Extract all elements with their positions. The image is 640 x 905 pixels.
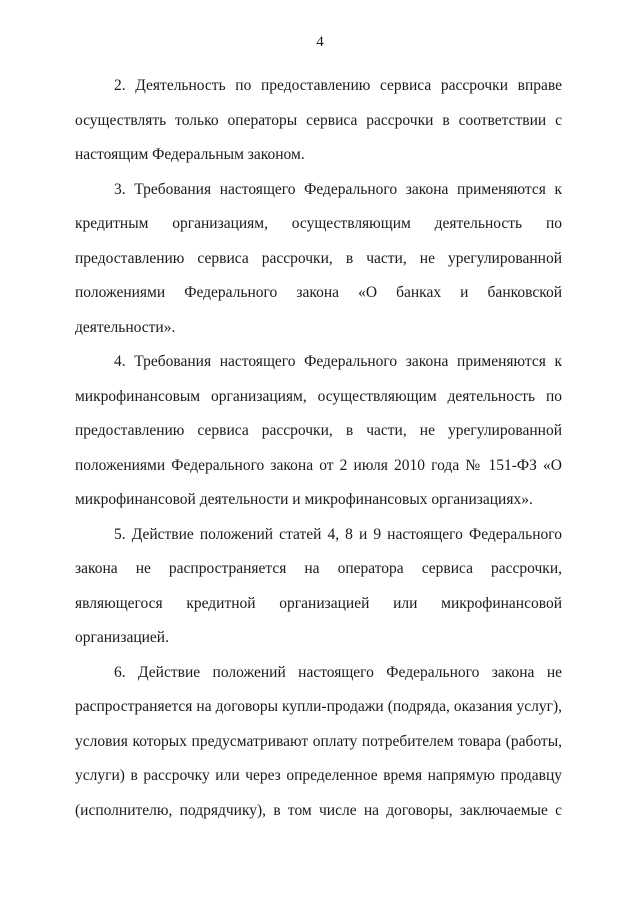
page-number: 4 xyxy=(316,34,324,50)
document-body xyxy=(75,69,562,828)
paragraph-6: 6. Действие положений настоящего Федерального закона не распространяется на договоры купли-продажи (подряда, оказания услуг), условия которых предусматривают оплату потребителем товара (работы, услуги) в рассрочку или через определенное время напрямую продавцу (исполнителю, подрядчику), в том числе на договоры, заключаемые с xyxy=(75,663,562,819)
paragraph-5: 5. Действие положений статей 4, 8 и 9 настоящего Федерального закона не распространяется на оператора сервиса рассрочки, являющегося кредитной организацией или микрофинансовой организацией. xyxy=(75,525,562,646)
paragraph-4: 4. Требования настоящего Федерального закона применяются к микрофинансовым организациям, осуществляющим деятельность по предоставлению сервиса рассрочки, в части, не урегулированной положениями Федерального закона от 2 июля 2010 года № 151-ФЗ «О микрофинансовой деятельности и микрофинансовых организациях». xyxy=(75,353,562,508)
paragraph-3: 3. Требования настоящего Федерального закона применяются к кредитным организациям, осуществляющим деятельность по предоставлению сервиса рассрочки, в части, не урегулированной положениями Федерального закона «О банках и банковской деятельности». xyxy=(75,180,562,336)
paragraph-2: 2. Деятельность по предоставлению сервиса рассрочки вправе осуществлять только операторы сервиса рассрочки в соответствии с настоящим Федеральным законом. xyxy=(75,77,562,163)
